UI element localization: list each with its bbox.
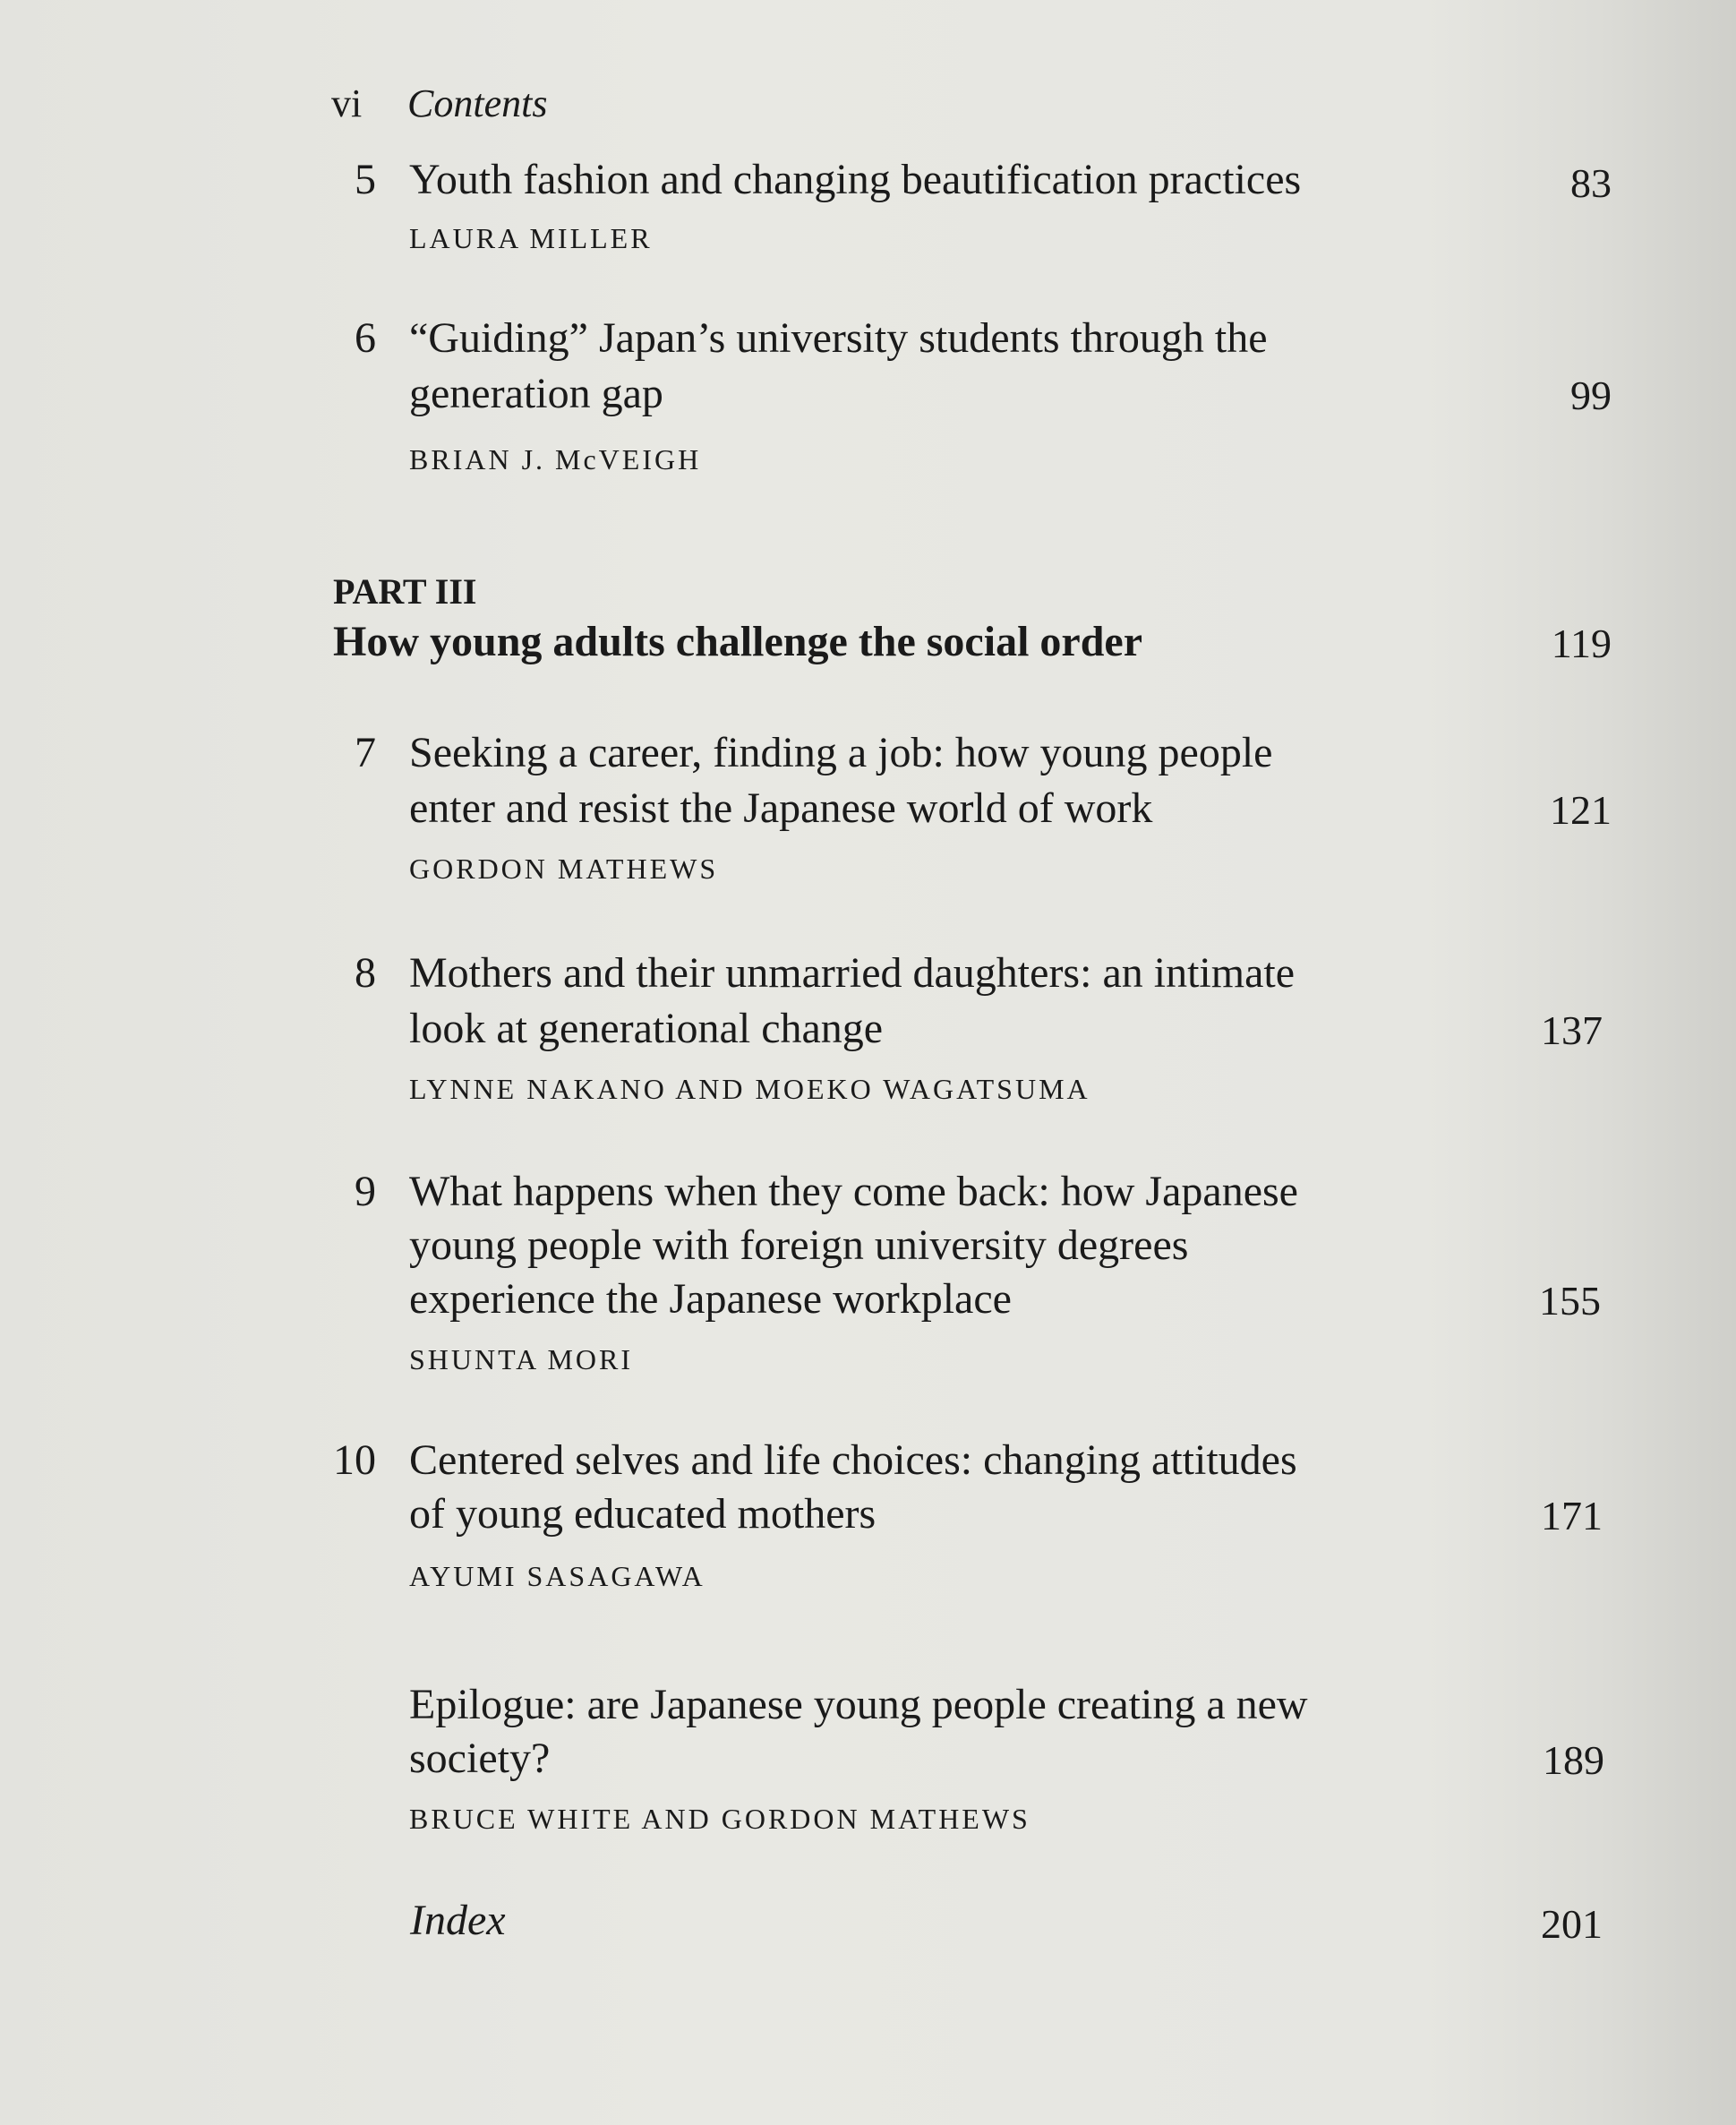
chapter-title-line: enter and resist the Japanese world of work [409,784,1153,832]
chapter-page-number: 137 [1541,1007,1603,1053]
chapter-author: SHUNTA MORI [409,1343,634,1375]
chapter-author: BRIAN J. McVEIGH [409,443,702,476]
chapter-title-line: What happens when they come back: how Japanese [409,1168,1298,1215]
toc-entry-chapter-10[interactable] [331,1433,1612,1603]
toc-entry-epilogue[interactable] [331,1677,1612,1847]
toc-entry-chapter-5[interactable] [331,152,1612,269]
chapter-author: GORDON MATHEWS [409,853,719,885]
chapter-title-line: Epilogue: are Japanese young people creating a new [409,1681,1308,1728]
chapter-number: 10 [333,1436,376,1484]
chapter-author: LYNNE NAKANO AND MOEKO WAGATSUMA [409,1073,1090,1105]
chapter-number: 6 [355,314,376,362]
chapter-page-number: 99 [1570,373,1612,418]
chapter-title-line: generation gap [409,370,663,417]
part-label: PART III [333,571,477,612]
chapter-page-number: 83 [1570,160,1612,206]
running-head [331,79,547,129]
chapter-author: LAURA MILLER [409,222,653,254]
chapter-title-line: “Guiding” Japan’s university students through the [409,314,1268,362]
toc-entry-chapter-6[interactable] [331,311,1612,481]
chapter-author: AYUMI SASAGAWA [409,1560,706,1592]
toc-entry-chapter-9[interactable] [331,1164,1612,1388]
part-page-number: 119 [1551,621,1612,666]
chapter-title-line: of young educated mothers [409,1490,877,1538]
toc-entry-chapter-8[interactable] [331,946,1612,1116]
chapter-number: 9 [355,1168,376,1215]
chapter-title-line: young people with foreign university degrees [409,1221,1189,1269]
chapter-title-line: look at generational change [409,1005,884,1052]
chapter-title-line: experience the Japanese workplace [409,1275,1012,1323]
chapter-title-line: Mothers and their unmarried daughters: an intimate [409,949,1296,997]
running-head-title: Contents [407,81,548,125]
chapter-title-line: society? [409,1735,551,1782]
folio: vi [331,81,363,125]
chapter-title-line: Youth fashion and changing beautification practices [409,156,1302,203]
chapter-page-number: 155 [1539,1278,1601,1324]
chapter-number: 5 [355,156,376,203]
chapter-author: BRUCE WHITE AND GORDON MATHEWS [409,1803,1030,1835]
index-page-number: 201 [1541,1901,1603,1947]
chapter-page-number: 121 [1550,787,1612,833]
chapter-number: 8 [355,949,376,997]
chapter-title-line: Seeking a career, finding a job: how young people [409,729,1273,776]
chapter-title-line: Centered selves and life choices: changing attitudes [409,1436,1297,1484]
part-title[interactable]: How young adults challenge the social order [333,618,1143,665]
chapter-page-number: 171 [1541,1493,1603,1538]
chapter-page-number: 189 [1543,1737,1604,1783]
toc-entry-chapter-7[interactable] [331,725,1612,895]
chapter-number: 7 [355,729,376,776]
index-title[interactable]: Index [410,1897,506,1944]
